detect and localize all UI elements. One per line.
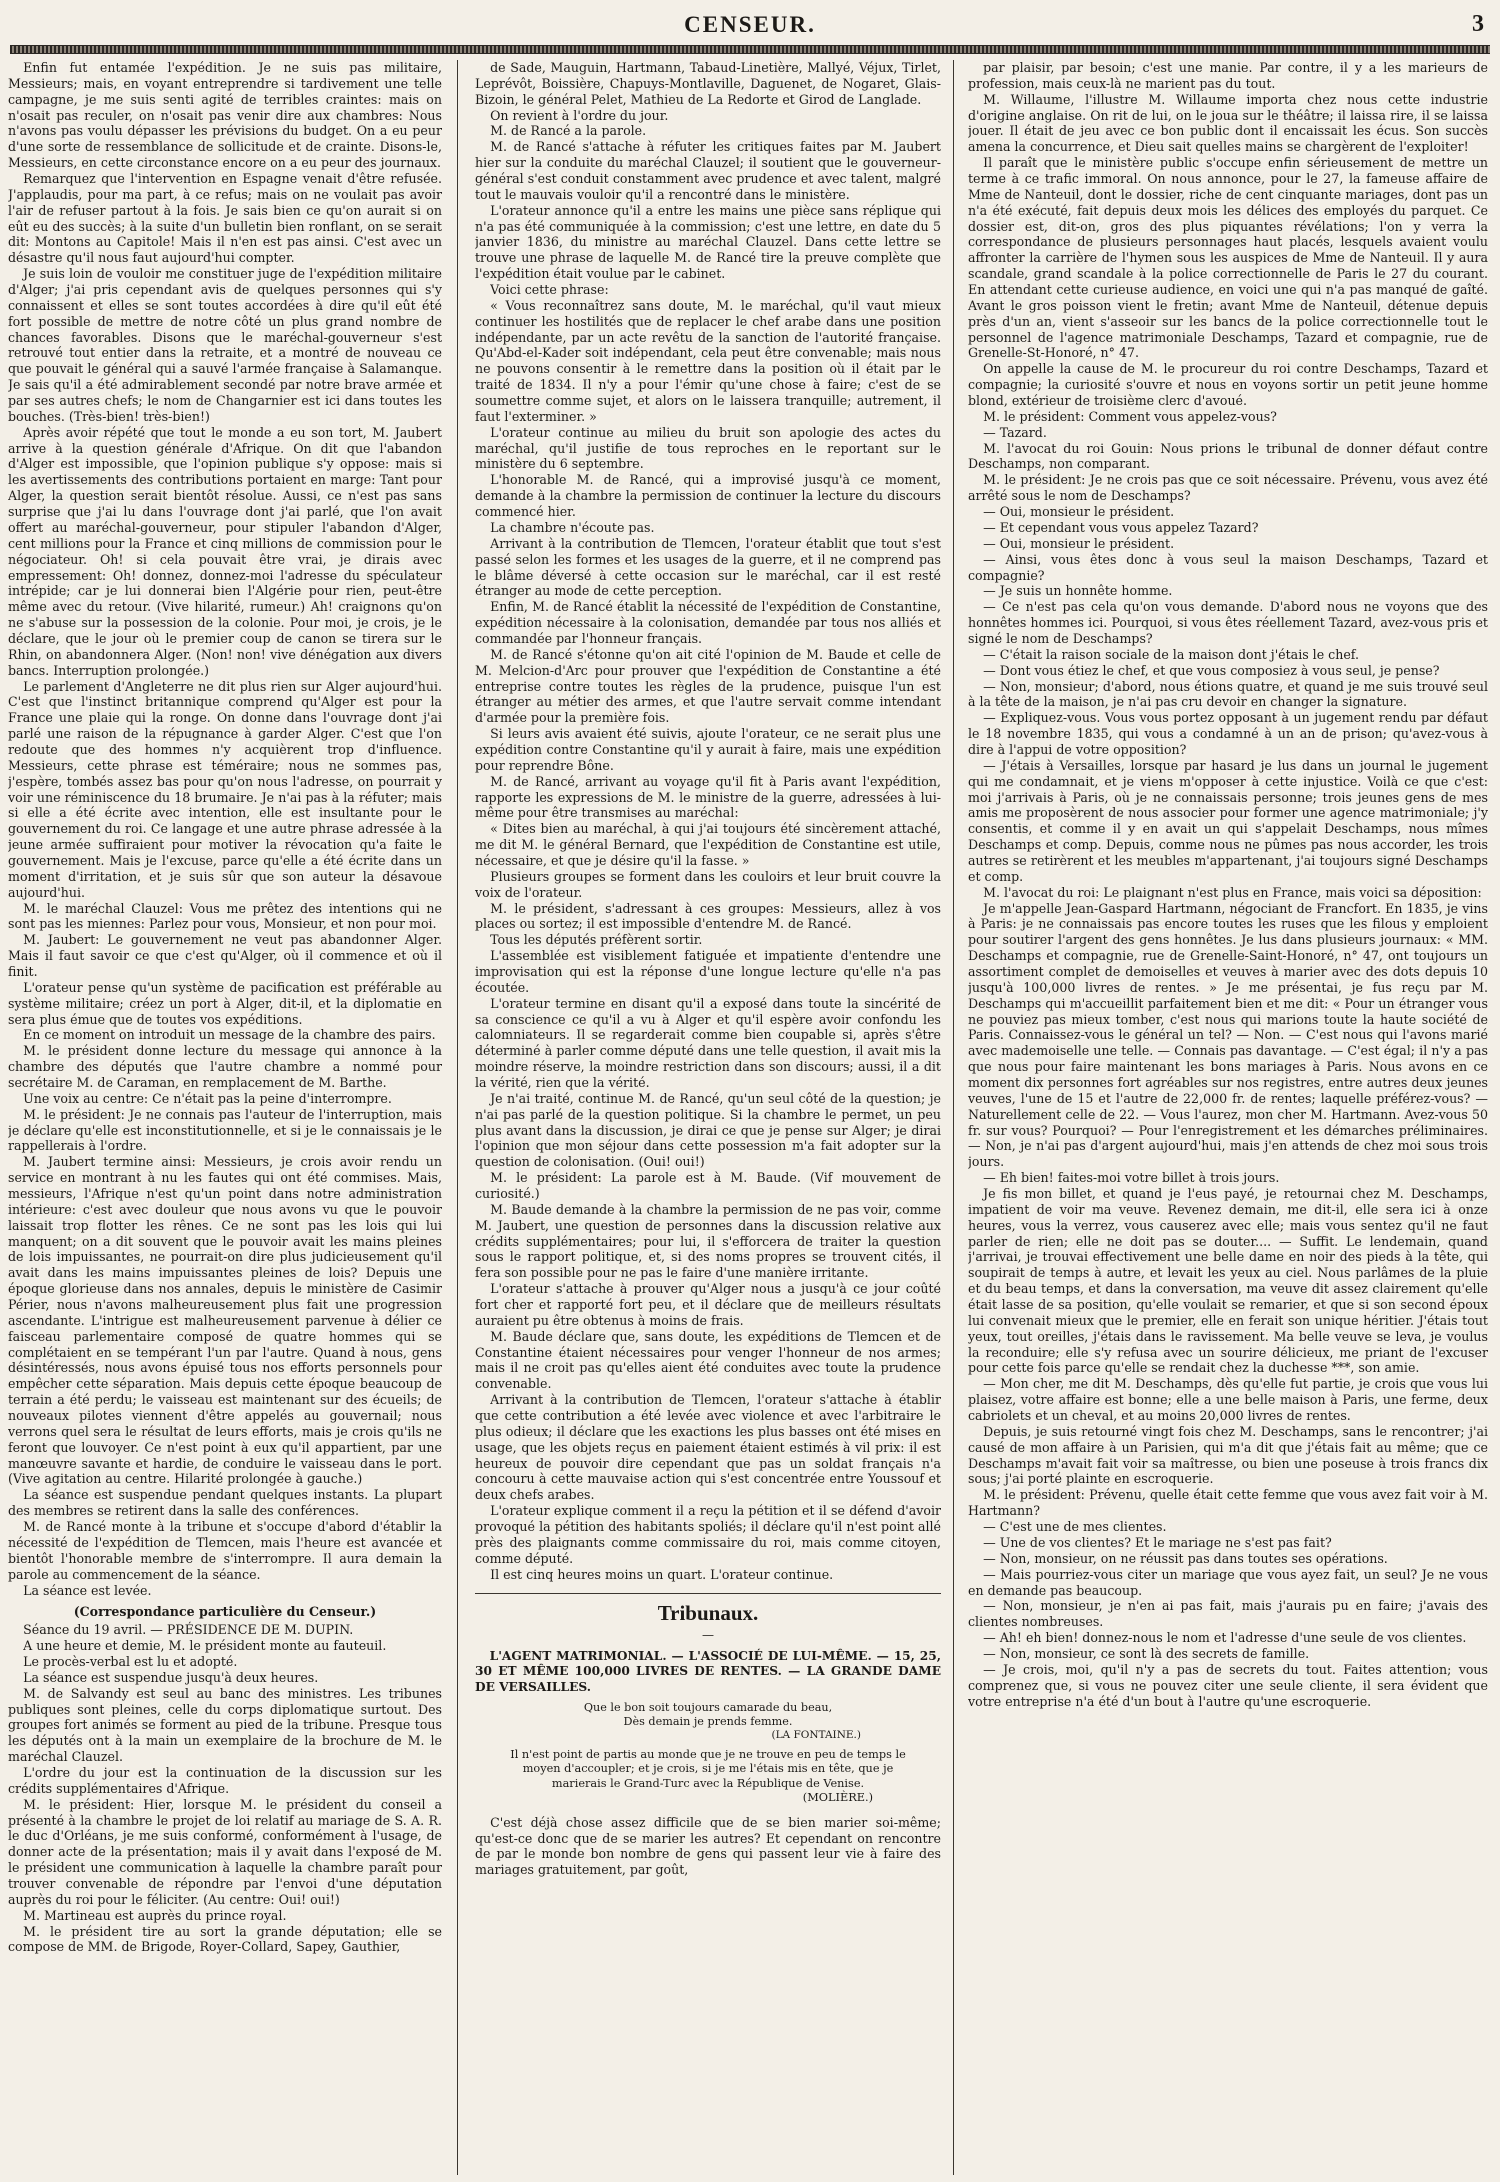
paragraph: Je fis mon billet, et quand je l'eus payé, je retournai chez M. Deschamps, impatient de voir ma veuve. Revenez demain, me dit-il, elle sera ici à onze heures, vous la verrez, vous causerez avec elle; mais vous sentez qu'il ne faut parler de rien; elle ne doit pas se douter.... — Suffit. Le lendemain, quand j'arrivai, je trouvai effectivement une belle dame en noir des pieds à la tête, qui soupirait de temps à autre, et levait les yeux au ciel. Nous parlâmes de la pluie et du beau temps, et dans la conversation, ma veuve dit assez clairement qu'elle était lasse de sa position, qu'elle voulait se remarier, et que si son second époux lui convenait mieux que le premier, elle en ferait son unique héritier. J'étais tout yeux, tout oreilles, j'étais dans le ravissement. Ma belle veuve se leva, je voulus la reconduire; elle s'y refusa avec un sourire délicieux, me priant de l'excuser pour cette fois parce qu'elle se rendait chez la duchesse ***, son amie. <box>968 1186 1488 1376</box>
paragraph: — Tazard. <box>983 424 1047 440</box>
quote <box>503 1748 913 1804</box>
paragraph: M. le président, s'adressant à ces groupes: Messieurs, allez à vos places ou sortez; il est impossible d'entendre M. de Rancé. <box>475 900 941 932</box>
paragraph: M. l'avocat du roi: Le plaignant n'est plus en France, mais voici sa déposition: <box>983 884 1482 900</box>
paragraph: — Une de vos clientes? Et le mariage ne s'est pas fait? <box>983 1534 1332 1550</box>
column-divider <box>457 60 458 2175</box>
paragraph: « Dites bien au maréchal, à qui j'ai toujours été sincèrement attaché, me dit M. le général Bernard, que l'expédition de Constantine est utile, nécessaire, et que je désire qu'il la fasse. » <box>475 821 941 868</box>
paragraph: Enfin, M. de Rancé établit la nécessité de l'expédition de Constantine, expédition nécessaire à la colonisation, demandée par tous nos alliés et commandée par l'honneur français. <box>475 599 941 646</box>
paragraph: La séance est levée. <box>23 1582 152 1598</box>
paragraph: M. l'avocat du roi Gouin: Nous prions le tribunal de donner défaut contre Deschamps, non comparant. <box>968 440 1488 472</box>
column-3 <box>968 60 1488 2175</box>
paragraph: M. le président: Je ne crois pas que ce soit nécessaire. Prévenu, vous avez été arrêté sous le nom de Deschamps? <box>968 472 1488 504</box>
epigraph-source: (LA FONTAINE.) <box>771 1729 861 1742</box>
paragraph: M. Baude déclare que, sans doute, les expéditions de Tlemcen et de Constantine étaient nécessaires pour venger l'honneur de nos armes; mais il ne croit pas qu'elles aient été conduites avec toute la prudence convenable. <box>475 1328 941 1392</box>
paragraph: par plaisir, par besoin; c'est une manie. Par contre, il y a les marieurs de profession, mais ceux-là ne marient pas du tout. <box>968 60 1488 91</box>
column-1 <box>8 60 442 2175</box>
paragraph: — Mais pourriez-vous citer un mariage que vous ayez fait, un seul? Je ne vous en demande pas beaucoup. <box>968 1566 1488 1598</box>
paragraph: L'assemblée est visiblement fatiguée et impatiente d'entendre une improvisation qui est la réponse d'une longue lecture qu'elle n'a pas écoutée. <box>475 948 941 995</box>
paragraph: Plusieurs groupes se forment dans les couloirs et leur bruit couvre la voix de l'orateur. <box>475 868 941 900</box>
paragraph: M. le président donne lecture du message qui annonce à la chambre des députés que l'autre chambre a nommé pour secrétaire M. de Caraman, en remplacement de M. Barthe. <box>8 1043 442 1090</box>
paragraph: L'orateur pense qu'un système de pacification est préférable au système militaire; créez un port à Alger, dit-il, et la diplomatie en sera plus émue que de toutes vos expéditions. <box>8 979 442 1027</box>
paragraph: M. le président: Comment vous appelez-vous? <box>983 408 1277 424</box>
paragraph: de Sade, Mauguin, Hartmann, Tabaud-Linetière, Mallyé, Véjux, Tirlet, Leprévôt, Boissière, Chapuys-Montlaville, Daguenet, de Nogaret, Glais-Bizoin, le général Pelet, Mathieu de La Redorte et Girod de Langlade. <box>475 60 941 107</box>
masthead-rule <box>10 45 1490 54</box>
paragraph: M. de Rancé a la parole. <box>490 123 647 139</box>
column-2 <box>475 60 941 2175</box>
paragraph: M. de Rancé, arrivant au voyage qu'il fit à Paris avant l'expédition, rapporte les expressions de M. le ministre de la guerre, adressées à lui-même pour être transmises au maréchal: <box>475 773 941 821</box>
paragraph: — Dont vous étiez le chef, et que vous composiez à vous seul, je pense? <box>983 662 1440 678</box>
paragraph: Remarquez que l'intervention en Espagne venait d'être refusée. J'applaudis, pour ma part, à ce refus; mais on ne voulait pas avoir l'air de refuser partout à la fois. Je sais bien ce qu'on aurait si on eût eu des succès; à la suite d'un bulletin bien ronflant, on se serait dit: Montons au Capitole! Mais il n'en est pas ainsi. C'est avec un désastre qu'il nous faut aujourd'hui compter. <box>8 171 442 266</box>
epigraph-line: Que le bon soit toujours camarade du beau, <box>583 1701 833 1715</box>
paragraph: Il est cinq heures moins un quart. L'orateur continue. <box>490 1566 834 1582</box>
paragraph: — Ainsi, vous êtes donc à vous seul la maison Deschamps, Tazard et compagnie? <box>968 551 1488 583</box>
paragraph: M. de Rancé monte à la tribune et s'occupe d'abord d'établir la nécessité de l'expédition de Tlemcen, mais l'heure est avancée et bientôt l'honorable membre de s'interrompre. Il aura demain la parole au commencement de la séance. <box>8 1519 442 1582</box>
paragraph: — Et cependant vous vous appelez Tazard? <box>983 519 1259 535</box>
paragraph: — Non, monsieur, ce sont là des secrets de famille. <box>983 1645 1310 1661</box>
paragraph: (Correspondance particulière du Censeur.) <box>73 1604 377 1620</box>
quote-text: Il n'est point de partis au monde que je ne trouve en peu de temps le moyen d'accoupler; et je crois, si je me l'étais mis en tête, que je marierais le Grand-Turc avec la République de Venise. <box>510 1748 906 1790</box>
paragraph: M. le président: Hier, lorsque M. le président du conseil a présenté à la chambre le projet de loi relatif au mariage de S. A. R. le duc d'Orléans, je me suis conformé, conformément à l'usage, de donner acte de la présentation; mais il y avait dans l'exposé de M. le président une communication à laquelle la chambre paraît pour trouver convenable de répondre par l'envoi d'une députation auprès du roi pour le féliciter. (Au centre: Oui! oui!) <box>8 1796 442 1907</box>
masthead <box>10 8 1490 42</box>
paragraph: M. de Salvandy est seul au banc des ministres. Les tribunes publiques sont pleines, celle du corps diplomatique surtout. Des groupes fort animés se forment au pied de la tribune. Presque tous les députés ont à la main un exemplaire de la brochure de M. le maréchal Clauzel. <box>8 1685 442 1765</box>
section-dash: — <box>702 1627 714 1642</box>
paragraph: — Oui, monsieur le président. <box>983 535 1175 551</box>
paragraph: M. le président: Je ne connais pas l'auteur de l'interruption, mais je déclare qu'elle est inconstitutionnelle, et si je le connaissais je le rappellerais à l'ordre. <box>8 1106 442 1154</box>
paragraph: M. de Rancé s'attache à réfuter les critiques faites par M. Jaubert hier sur la conduite du maréchal Clauzel; il soutient que le gouverneur-général s'est conduit constamment avec prudence et avec talent, malgré tout le mauvais vouloir qu'il a rencontré dans le ministère. <box>475 139 941 202</box>
paragraph: Arrivant à la contribution de Tlemcen, l'orateur établit que tout s'est passé selon les formes et les usages de la guerre, et il ne comprend pas le blâme déversé à cette occasion sur le maréchal, car il est resté étranger au mode de cette perception. <box>475 535 941 599</box>
paragraph: — Oui, monsieur le président. <box>983 504 1175 520</box>
paragraph: M. le maréchal Clauzel: Vous me prêtez des intentions qui ne sont pas les miennes: Parlez pour vous, Monsieur, et non pour moi. <box>8 900 442 932</box>
paragraph: Si leurs avis avaient été suivis, ajoute l'orateur, ce ne serait plus une expédition contre Constantine qu'il y aurait à faire, mais une expédition pour reprendre Bône. <box>475 726 941 773</box>
paragraph: — Non, monsieur, on ne réussit pas dans toutes ses opérations. <box>983 1550 1388 1566</box>
paragraph: M. Martineau est auprès du prince royal. <box>23 1907 287 1923</box>
paragraph: Enfin fut entamée l'expédition. Je ne suis pas militaire, Messieurs; mais, en voyant entreprendre si tardivement une telle campagne, je me suis senti agité de terribles craintes: mais on n'osait pas reculer, on n'osait pas venir dire aux chambres: Nous n'avons pas voulu dépasser les prévisions du budget. On a eu peur d'une sorte de ressemblance de sollicitude et de crainte. Disons-le, Messieurs, en cette circonstance encore on a eu peur des journaux. <box>8 60 442 171</box>
paragraph: — Non, monsieur; d'abord, nous étions quatre, et quand je me suis trouvé seul à la tête de la maison, je n'ai pas cru devoir en changer la signature. <box>968 678 1488 710</box>
paragraph: Je suis loin de vouloir me constituer juge de l'expédition militaire d'Alger; j'ai pris cependant avis de quelques personnes qui s'y connaissent et elles se sont toutes accordées à dire qu'il eût été fort possible de mettre de notre côté un plus grand nombre de chances favorables. Disons que le maréchal-gouverneur s'est retrouvé tout entier dans la retraite, et a montré de nouveau ce que pouvait le général qui a sauvé l'armée française à Salamanque. Je sais qu'il a été admirablement secondé par notre brave armée et par ses autres chefs; le nom de Changarnier est ici dans toutes les bouches. (Très-bien! très-bien!) <box>8 266 442 424</box>
paragraph: Tous les députés préfèrent sortir. <box>490 932 703 948</box>
section-title-tribunaux: Tribunaux. <box>657 1600 759 1625</box>
paragraph: M. le président tire au sort la grande députation; elle se compose de MM. de Brigode, Royer-Collard, Sapey, Gauthier, <box>8 1923 442 1955</box>
column-divider <box>953 60 954 2175</box>
paragraph: Après avoir répété que tout le monde a eu son tort, M. Jaubert arrive à la question générale d'Afrique. On dit que l'abandon d'Alger est impossible, que l'opinion publique s'y oppose: mais si les avertissements des contributions portaient en marge: Tant pour Alger, la question serait bientôt résolue. Aussi, ce n'est pas sans surprise que j'ai lu dans l'ouvrage dont j'ai parlé, que l'on avait offert au maréchal-gouverneur, pour stipuler l'abandon d'Alger, cent millions pour la France et cinq millions de commission pour le négociateur. Oh! si cela pouvait être vrai, je dirais avec empressement: Oh! donnez, donnez-moi l'adresse du spéculateur intrépide; car je lui donnerai bien l'Algérie pour rien, peut-être même avec du retour. (Vive hilarité, rumeur.) Ah! craignons qu'on ne s'abuse sur la possession de la colonie. Pour moi, je crois, je le déclare, que le jour où le premier coup de canon se tirera sur le Rhin, on abandonnera Alger. (Non! non! vive dénégation aux divers bancs. Interruption prolongée.) <box>8 424 442 678</box>
article-lead: C'est déjà chose assez difficile que de se bien marier soi-même; qu'est-ce donc que de se marier les autres? Et cependant on rencontre de par le monde bon nombre de gens qui passent leur vie à faire des mariages gratuitement, par goût, <box>475 1814 941 1878</box>
paragraph: — Ce n'est pas cela qu'on vous demande. D'abord nous ne voyons que des honnêtes hommes ici. Pourquoi, si vous êtes réellement Tazard, avez-vous pris et signé le nom de Deschamps? <box>968 599 1488 646</box>
epigraph <box>505 1701 911 1742</box>
paragraph: — C'était la raison sociale de la maison dont j'étais le chef. <box>983 646 1360 662</box>
paragraph: L'honorable M. de Rancé, qui a improvisé jusqu'à ce moment, demande à la chambre la permission de continuer la lecture du discours commencé hier. <box>475 472 941 520</box>
paragraph: Séance du 19 avril. — PRÉSIDENCE DE M. DUPIN. <box>23 1622 354 1638</box>
paragraph: La chambre n'écoute pas. <box>490 519 655 535</box>
newspaper-title: CENSEUR. <box>684 12 816 37</box>
paragraph: La séance est suspendue jusqu'à deux heures. <box>23 1669 319 1685</box>
paragraph: Le procès-verbal est lu et adopté. <box>23 1653 238 1669</box>
paragraph: Le parlement d'Angleterre ne dit plus rien sur Alger aujourd'hui. C'est que l'instinct britannique comprend qu'Alger est pour la France une plaie qui la ronge. On donne dans l'ouvrage dont j'ai parlé une raison de la répugnance à garder Alger. C'est que l'on redoute que des hommes n'y acquièrent trop d'influence. Messieurs, cette phrase est téméraire; nous ne sommes pas, j'espère, tombés assez bas pour qu'on nous l'adresse, on pourrait y voir une réminiscence du 18 brumaire. Je n'ai pas à la réfuter; mais si elle a été écrite avec intention, elle est insultante pour le gouvernement du roi. Ce langage et une autre phrase adressée à la jeune armée suffiraient pour motiver la révocation qu'a faite le gouvernement. Mais je l'excuse, parce qu'elle a été écrite dans un moment d'irritation, et je suis sûr que son auteur la désavoue aujourd'hui. <box>8 678 442 900</box>
paragraph: Une voix au centre: Ce n'était pas la peine d'interrompre. <box>23 1090 392 1106</box>
paragraph: — Eh bien! faites-moi votre billet à trois jours. <box>983 1170 1280 1186</box>
paragraph: M. le président: La parole est à M. Baude. (Vif mouvement de curiosité.) <box>475 1170 941 1202</box>
paragraph: — Expliquez-vous. Vous vous portez opposant à un jugement rendu par défaut le 18 novembre 1835, qui vous a condamné à un an de prison; qu'avez-vous à dire à l'appui de votre opposition? <box>968 710 1488 757</box>
paragraph: L'orateur termine en disant qu'il a exposé dans toute la sincérité de sa conscience ce qu'il a vu à Alger et qu'il espère avoir confondu les calomniateurs. Il se regarderait comme bien coupable si, après s'être déterminé à parler comme député dans une telle question, il avait mis la moindre réserve, la moindre restriction dans son discours; aussi, il a dit la vérité, rien que la vérité. <box>475 995 941 1090</box>
paragraph: M. Willaume, l'illustre M. Willaume importa chez nous cette industrie d'origine anglaise. On rit de lui, on le joua sur le théâtre; il laissa rire, il se laissa jouer. Il était de jeu avec ce bon public dont il encaissait les écus. Son succès amena la concurrence, et Dieu sait quelles mains se chargèrent de l'exploiter! <box>968 91 1488 155</box>
paragraph: — Non, monsieur, je n'en ai pas fait, mais j'aurais pu en faire; j'avais des clientes nombreuses. <box>968 1598 1488 1630</box>
paragraph: A une heure et demie, M. le président monte au fauteuil. <box>23 1638 387 1654</box>
article-headline: L'AGENT MATRIMONIAL. — L'ASSOCIÉ DE LUI-MÊME. — 15, 25, 30 ET MÊME 100,000 LIVRES DE RENTES. — LA GRANDE DAME DE VERSAILLES. <box>475 1649 941 1694</box>
paragraph: M. de Rancé s'étonne qu'on ait cité l'opinion de M. Baude et celle de M. Melcion-d'Arc pour prouver que l'expédition de Constantine a été entreprise contre toutes les règles de la prudence, puisque l'un est étranger au métier des armes, et que l'autre servait comme intendant d'armée pour la première fois. <box>475 646 941 726</box>
paragraph: Il paraît que le ministère public s'occupe enfin sérieusement de mettre un terme à ce trafic immoral. On nous annonce, pour le 27, la fameuse affaire de Mme de Nanteuil, dont le dossier, riche de cent cinquante mariages, dont pas un n'a été exécuté, fait depuis deux mois les délices des employés du parquet. Ce dossier est, dit-on, gros des plus piquantes révélations; l'on y verra la correspondance de plusieurs personnages haut placés, lesquels avaient voulu affronter la carrière de l'hymen sous les auspices de Mme de Nanteuil. Il y aura scandale, grand scandale à la police correctionnelle de Paris le 27 du courant. En attendant cette curieuse audience, en voici une qui n'a pas manqué de gaîté. Avant le gros poisson vient le fretin; avant Mme de Nanteuil, détenue depuis près d'un an, vient s'asseoir sur les bancs de la police correctionnelle tout le personnel de l'agence matrimoniale Deschamps, Tazard et compagnie, rue de Grenelle-St-Honoré, n° 47. <box>968 155 1488 361</box>
paragraph: — J'étais à Versailles, lorsque par hasard je lus dans un journal le jugement qui me condamnait, et je viens m'opposer à cette injustice. Voilà ce que c'est: moi j'arrivais à Paris, où je ne connaissais personne; trois jeunes gens de mes amis me proposèrent de nous associer pour former une agence matrimoniale; j'y consentis, et comme il y en avait un qui s'appelait Deschamps, nous mîmes Deschamps et comp. Depuis, comme nous ne pûmes pas nous accorder, les trois autres se retirèrent et les meubles m'appartenant, j'ai toujours signé Deschamps et comp. <box>968 757 1488 884</box>
paragraph: Voici cette phrase: <box>490 282 609 298</box>
paragraph: Depuis, je suis retourné vingt fois chez M. Deschamps, sans le rencontrer; j'ai causé de mon affaire à un Parisien, qui m'a dit que j'étais fait au même; que ce Deschamps m'avait fait voir sa maîtresse, ou bien une poseuse à trois francs dix sous; j'ai porté plainte en escroquerie. <box>968 1423 1488 1487</box>
paragraph: On revient à l'ordre du jour. <box>490 107 669 123</box>
paragraph: L'orateur explique comment il a reçu la pétition et il se défend d'avoir provoqué la pétition des habitants spoliés; il déclare qu'il n'est point allé près des plaignants comme commissaire du roi, mais comme citoyen, comme député. <box>475 1503 941 1566</box>
paragraph: La séance est suspendue pendant quelques instants. La plupart des membres se retirent dans la salle des conférences. <box>8 1487 442 1519</box>
paragraph: — Mon cher, me dit M. Deschamps, dès qu'elle fut partie, je crois que vous lui plaisez, votre affaire est bonne; elle a une belle maison à Paris, une ferme, deux cabriolets et un cheval, et au moins 20,000 livres de rentes. <box>968 1376 1488 1424</box>
paragraph: Je n'ai traité, continue M. de Rancé, qu'un seul côté de la question; je n'ai pas parlé de la question politique. Si la chambre le permet, un peu plus avant dans la discussion, je dirai ce que je pense sur Alger; je dirai l'opinion que mon séjour dans cette possession m'a fait adopter sur la question de colonisation. (Oui! oui!) <box>475 1090 941 1170</box>
paragraph: Je m'appelle Jean-Gaspard Hartmann, négociant de Francfort. En 1835, je vins à Paris: je ne connaissais pas encore toutes les ruses que les filous y emploient pour soutirer l'argent des gens honnêtes. Je lus dans plusieurs journaux: « MM. Deschamps et compagnie, rue de Grenelle-Saint-Honoré, n° 47, ont toujours un assortiment complet de demoiselles et veuves à marier avec des dots depuis 10 jusqu'à 100,000 livres de rentes. » Je me présentai, je fus reçu par M. Deschamps qui m'accueillit parfaitement bien et me dit: « Pour un étranger vous ne pouviez pas mieux tomber, c'est nous qui marions toute la haute société de Paris. Connaissez-vous le général un tel? — Non. — C'est nous qui l'avons marié avec mademoiselle une telle. — Connais pas davantage. — C'est égal; il n'y a pas que nous pour faire maintenant les bons mariages à Paris. Nous avons en ce moment dix personnes fort agréables sur nos registres, entre autres deux jeunes veuves, l'une de 15 et l'autre de 22,000 fr. de rentes; laquelle préférez-vous? — Naturellement celle de 22. — Vous l'aurez, mon cher M. Hartmann. Avez-vous 50 fr. sur vous? Pourquoi? — Pour l'enregistrement et les démarches préliminaires. — Non, je n'ai pas d'argent aujourd'hui, mais j'en attends de chez moi sous trois jours. <box>968 900 1488 1170</box>
paragraph: M. Jaubert: Le gouvernement ne veut pas abandonner Alger. Mais il faut savoir ce que c'est qu'Alger, où il commence et où il finit. <box>8 932 442 979</box>
paragraph: M. Jaubert termine ainsi: Messieurs, je crois avoir rendu un service en montrant à nu les fautes qui ont été commises. Mais, messieurs, l'Afrique n'est qu'un point dans notre administration intérieure: c'est avec douleur que nous avons vu que le pouvoir laissait trop flotter les rênes. Ce ne sont pas les lois qui lui manquent; on a dit souvent que le pouvoir avait les mains pleines de lois impuissantes, ne pourrait-on dire plus judicieusement qu'il avait dans les mains impuissantes pleines de lois? Depuis une époque glorieuse dans nos annales, depuis le ministère de Casimir Périer, nous n'avons malheureusement plus fait une progression ascendante. L'intrigue est malheureusement parvenue à délier ce faisceau parlementaire composé de quatre hommes qui se complétaient en se tempérant l'un par l'autre. Quand à nous, gens désintéressés, nous avons épuisé tous nos efforts personnels pour empêcher cette séparation. Mais depuis cette époque beaucoup de terrain a été perdu; le vaisseau est maintenant sur des écueils; de nouveaux pilotes viennent d'être appelés au gouvernail; nous verrons quel sera le résultat de leurs efforts, mais je crois qu'ils ne feront que louvoyer. Ce n'est point à eux qu'il appartient, par une manœuvre savante et hardie, de conduire le vaisseau dans le port. (Vive agitation au centre. Hilarité prolongée à gauche.) <box>8 1154 442 1487</box>
paragraph: On appelle la cause de M. le procureur du roi contre Deschamps, Tazard et compagnie; la curiosité s'ouvre et nous en voyons sortir un petit jeune homme blond, extérieur de troisième clerc d'avoué. <box>968 361 1488 409</box>
paragraph: M. Baude demande à la chambre la permission de ne pas voir, comme M. Jaubert, une question de personnes dans la discussion relative aux crédits supplémentaires; pour lui, il s'efforcera de traiter la question sous le rapport politique, et, si des noms propres se trouvent cités, il fera son possible pour ne pas le faire d'une manière irritante. <box>475 1201 941 1281</box>
paragraph: — C'est une de mes clientes. <box>983 1519 1167 1535</box>
section-rule <box>475 1593 941 1594</box>
paragraph: — Ah! eh bien! donnez-nous le nom et l'adresse d'une seule de vos clientes. <box>983 1630 1467 1646</box>
paragraph: L'orateur continue au milieu du bruit son apologie des actes du maréchal, qu'il justifie de tous reproches en le reportant sur le ministère du 6 septembre. <box>475 424 941 472</box>
paragraph: Arrivant à la contribution de Tlemcen, l'orateur s'attache à établir que cette contribution a été levée avec violence et avec l'arbitraire le plus odieux; il déclare que les exactions les plus basses ont été mises en usage, que les objets reçus en paiement étaient estimés à vil prix: il est heureux de pouvoir dire cependant que pas un soldat français n'a concouru à cette mauvaise action qui s'est concentrée entre Youssouf et deux chefs arabes. <box>475 1392 941 1503</box>
paragraph: — Je suis un honnête homme. <box>983 583 1173 599</box>
quote-source: (MOLIÈRE.) <box>802 1790 873 1804</box>
column-2-text <box>475 60 941 1583</box>
paragraph: « Vous reconnaîtrez sans doute, M. le maréchal, qu'il vaut mieux continuer les hostilités que de replacer le chef arabe dans une position indépendante, par un acte revêtu de la sanction de l'autorité française. Qu'Abd-el-Kader soit indépendant, cela peut être convenable; mais nous ne pouvons consentir à le remettre dans la position où il était par le traité de 1834. Il n'y a pour l'émir qu'une chose à faire; c'est de se soumettre comme sujet, et alors on le laissera tranquille; autrement, il faut l'exterminer. » <box>475 297 941 424</box>
page-number: 3 <box>1472 11 1484 37</box>
epigraph-line: Dès demain je prends femme. <box>623 1715 793 1729</box>
paragraph: L'ordre du jour est la continuation de la discussion sur les crédits supplémentaires d'Afrique. <box>8 1764 442 1796</box>
paragraph: En ce moment on introduit un message de la chambre des pairs. <box>23 1027 436 1043</box>
paragraph: M. le président: Prévenu, quelle était cette femme que vous avez fait voir à M. Hartmann? <box>968 1487 1488 1519</box>
paragraph: L'orateur annonce qu'il a entre les mains une pièce sans réplique qui n'a pas été communiquée à la commission; c'est une lettre, en date du 5 janvier 1836, du ministre au maréchal Clauzel. Dans cette lettre se trouve une phrase de laquelle M. de Rancé tire la preuve complète que l'expédition était voulue par le cabinet. <box>475 202 941 282</box>
paragraph: L'orateur s'attache à prouver qu'Alger nous a jusqu'à ce jour coûté fort cher et rapporté fort peu, et il déclare que de meilleurs résultats auraient pu être obtenus à moins de frais. <box>475 1281 941 1328</box>
paragraph: — Je crois, moi, qu'il n'y a pas de secrets du tout. Faites attention; vous comprenez que, si vous ne pouvez citer une seule cliente, il sera évident que votre entreprise n'a été d'un bout à l'autre qu'une escroquerie. <box>968 1661 1488 1709</box>
